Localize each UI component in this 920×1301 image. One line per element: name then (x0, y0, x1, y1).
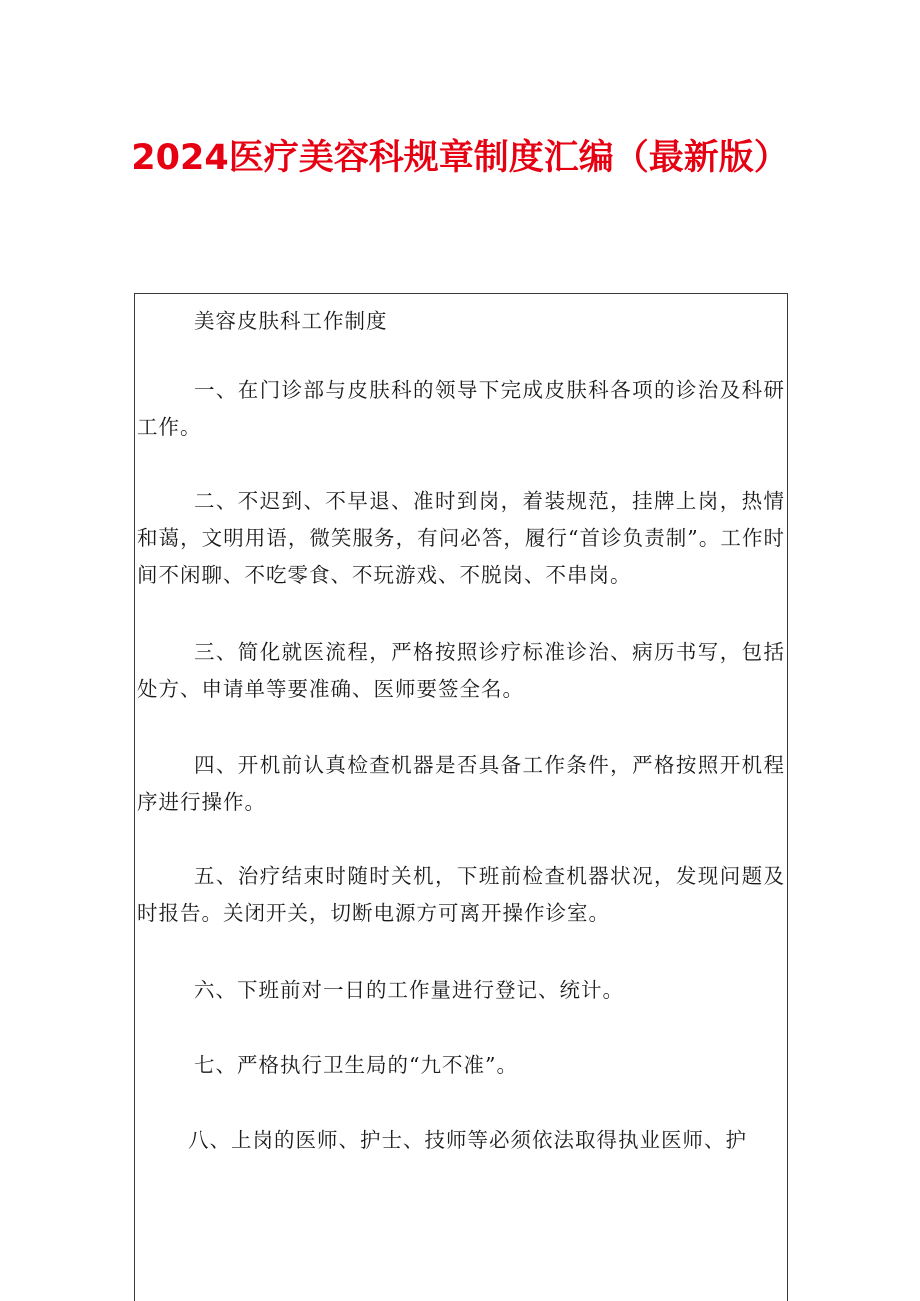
paragraph-1: 一、在门诊部与皮肤科的领导下完成皮肤科各项的诊治及科研工作。 (137, 378, 785, 439)
paragraph-7: 七、严格执行卫生局的“九不准”。 (194, 1053, 518, 1077)
paragraph-4: 四、开机前认真检查机器是否具备工作条件，严格按照开机程序进行操作。 (137, 753, 785, 814)
section-heading: 美容皮肤科工作制度 (194, 309, 388, 333)
content-frame (134, 293, 788, 1301)
paragraph-5: 五、治疗结束时随时关机，下班前检查机器状况，发现问题及时报告。关闭开关，切断电源方可离开操作诊室。 (137, 864, 785, 925)
document-title: 2024医疗美容科规章制度汇编（最新版） (131, 138, 789, 178)
paragraph-6: 六、下班前对一日的工作量进行登记、统计。 (194, 978, 624, 1002)
paragraph-8: 八、上岗的医师、护士、技师等必须依法取得执业医师、护 (188, 1128, 747, 1152)
paragraph-3: 三、简化就医流程，严格按照诊疗标准诊治、病历书写，包括处方、申请单等要准确、医师要签全名。 (137, 640, 785, 701)
paragraph-2: 二、不迟到、不早退、准时到岗，着装规范，挂牌上岗，热情和蔼，文明用语，微笑服务，有问必答，履行“首诊负责制”。工作时间不闲聊、不吃零食、不玩游戏、不脱岗、不串岗。 (137, 489, 785, 587)
